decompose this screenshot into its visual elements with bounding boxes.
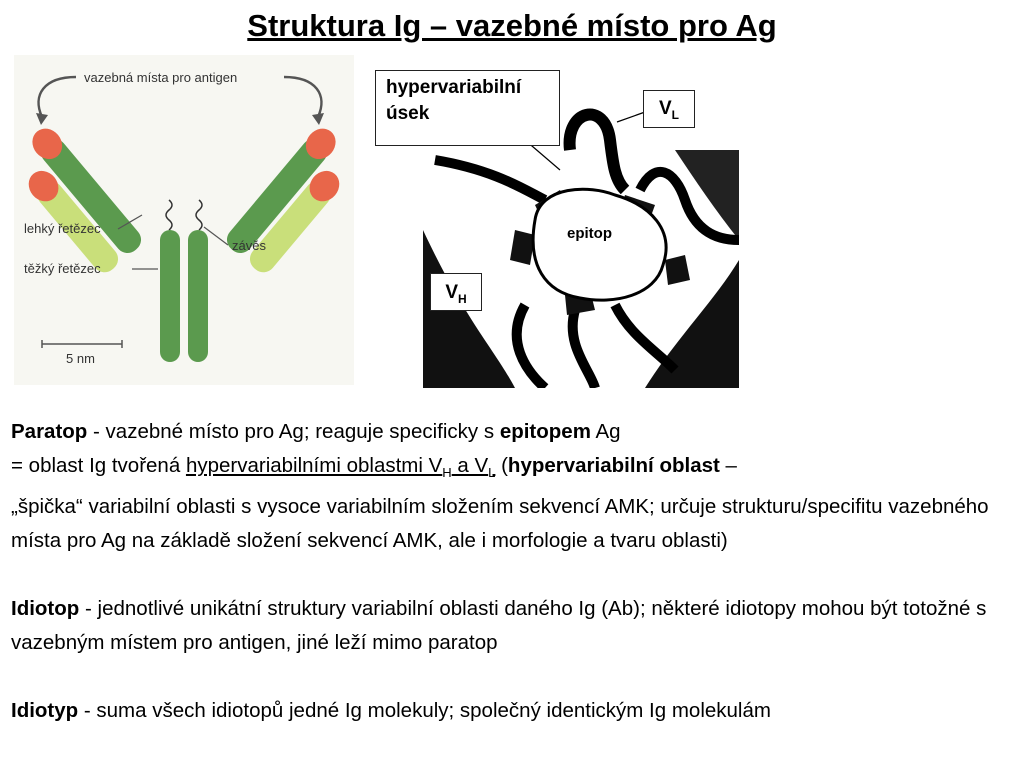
hv-regions-main: hypervariabilními oblastmi V bbox=[185, 454, 443, 477]
open-paren: ( bbox=[495, 454, 508, 477]
idiotop-text: - jednotlivé unikátní struktury variabilní oblasti daného Ig (Ab); některé idiotopy mohou být totožné s vazebným místem pro antigen, jiné leží mimo paratop bbox=[11, 597, 987, 655]
spacer-2 bbox=[11, 660, 1016, 694]
idiotop-paragraph bbox=[11, 592, 1016, 660]
vh-main: V bbox=[445, 282, 458, 303]
idiotyp-term: Idiotyp bbox=[11, 699, 79, 723]
light-chain-label: lehký řetězec bbox=[24, 221, 101, 236]
sub-l: L bbox=[488, 465, 496, 481]
vh-sub: H bbox=[458, 291, 467, 306]
heavy-chain-label: těžký řetězec bbox=[24, 261, 101, 276]
sub-h: H bbox=[442, 465, 452, 481]
heavy-chain-stem-right bbox=[188, 230, 208, 362]
hv-regions-text bbox=[185, 454, 496, 481]
idiotyp-paragraph bbox=[11, 694, 1016, 728]
vl-pointer bbox=[617, 112, 645, 122]
paratop-line1: - vazebné místo pro Ag; reaguje specificky s bbox=[87, 420, 500, 443]
epitopem-term: epitopem bbox=[499, 420, 591, 443]
vl-callout bbox=[643, 90, 695, 128]
paratop-line2-start: = oblast Ig tvořená bbox=[11, 454, 186, 477]
antibody-diagram bbox=[14, 55, 354, 385]
dash: – bbox=[719, 454, 737, 477]
ag-text: Ag bbox=[590, 420, 621, 443]
paratop-paragraph bbox=[11, 415, 1016, 558]
epitope-label: epitop bbox=[567, 225, 612, 242]
hypervariable-callout: hypervariabilní úsek bbox=[375, 70, 560, 146]
spacer-1 bbox=[11, 558, 1016, 592]
page-title: Struktura Ig – vazebné místo pro Ag bbox=[247, 8, 777, 43]
idiotyp-text: - suma všech idiotopů jedné Ig molekuly; společný identickým Ig molekulám bbox=[78, 699, 771, 723]
vl-sub: L bbox=[671, 107, 680, 122]
paratop-rest: „špička“ variabilní oblasti s vysoce variabilním složením sekvencí AMK; určuje strukturu/specifitu vazebného místa pro Ag na základě složení sekvencí AMK, ale i morfologie a tvaru oblasti) bbox=[11, 495, 989, 553]
vh-callout bbox=[430, 273, 482, 311]
binding-site-figure bbox=[375, 70, 745, 388]
hv-oblast-term: hypervariabilní oblast bbox=[507, 454, 720, 477]
and-v: a V bbox=[451, 454, 489, 477]
heavy-chain-stem-left bbox=[160, 230, 180, 362]
vl-main: V bbox=[658, 98, 672, 119]
scale-label: 5 nm bbox=[66, 351, 95, 366]
binding-sites-label: vazebná místa pro antigen bbox=[84, 70, 238, 85]
hinge-label: závěs bbox=[232, 238, 266, 253]
idiotop-term: Idiotop bbox=[11, 597, 80, 621]
definitions bbox=[11, 415, 1016, 728]
paratop-term: Paratop bbox=[11, 420, 88, 443]
